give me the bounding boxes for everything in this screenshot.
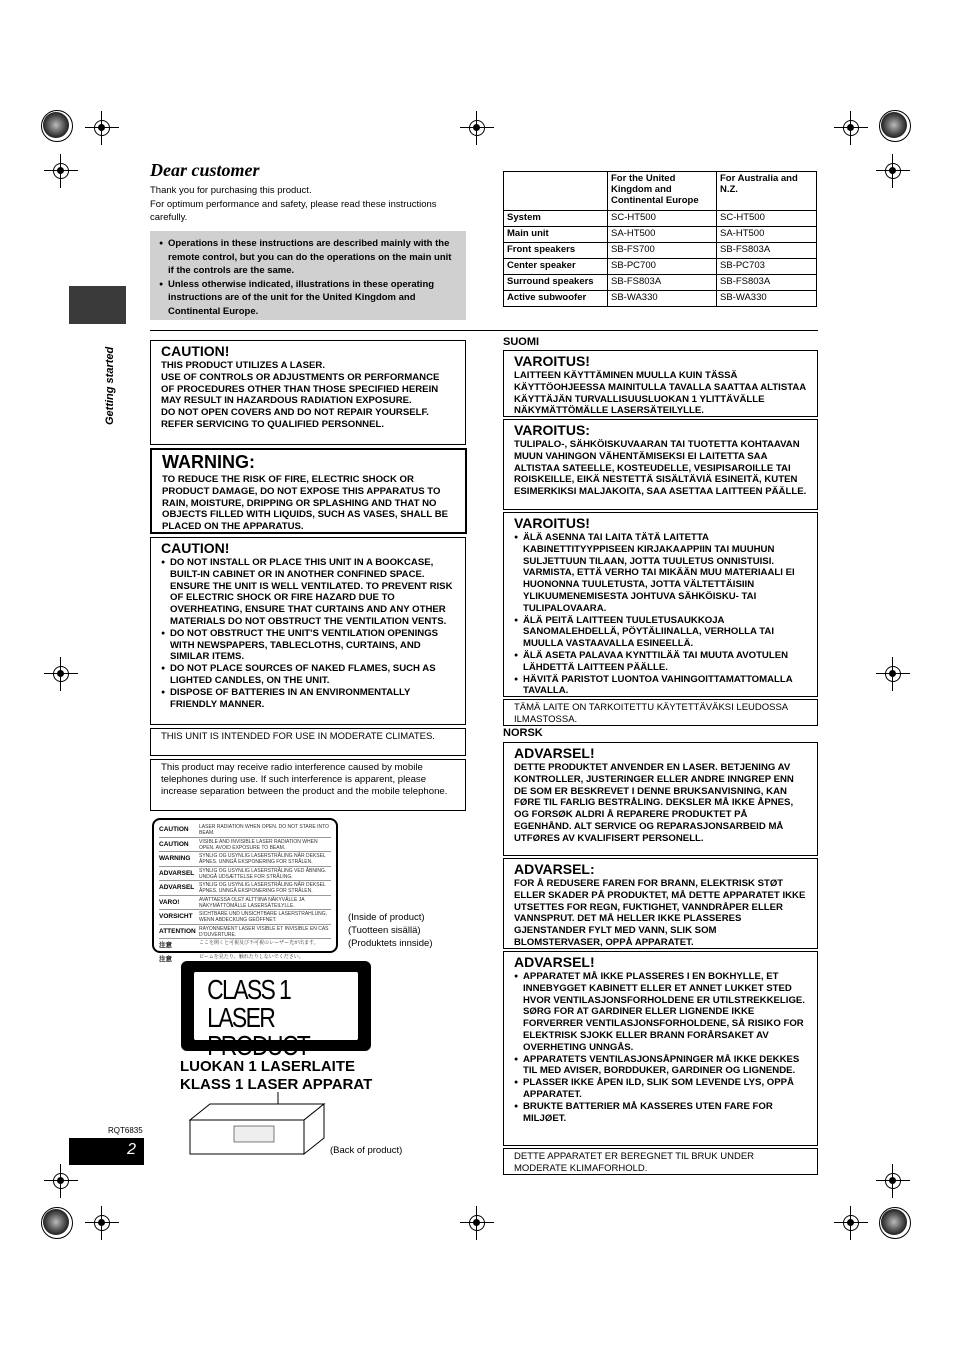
norwegian-climate-note [503,1148,818,1175]
table-row [504,227,817,243]
page-title: Dear customer [150,160,260,180]
caution-text: USE OF CONTROLS OR ADJUSTMENTS OR PERFORMANCE OF PROCEDURES OTHER THAN THOSE SPECIFIED HEREIN MAY RESULT IN HAZARDOUS RADIATION EXPOSURE. [161,371,440,407]
crosshair-mark-icon [460,1206,494,1240]
table-cell: SA-HT500 [717,227,817,243]
table-cell: SA-HT500 [608,227,717,243]
warning-text: LAITTEEN KÄYTTÄMINEN MUULLA KUIN TÄSSÄ KÄYTTÖOHJEESSA MAINITULLA TAVALLA SAATTAA ALTISTAA KÄYTTÄJÄN TURVALLISUUSLUOKAN 1 YLITTÄVÄLLE NÄKYMÄTTÖMÄLLE LASERSÄTEILYLLE. [514,370,806,417]
table-cell: SB-FS803A [717,275,817,291]
label-value: RAYONNEMENT LASER VISIBLE ET INVISIBLE EN CAS D'OUVERTURE. [199,925,329,938]
label-key: ATTENTION [159,927,196,935]
warning-text: TO REDUCE THE RISK OF FIRE, ELECTRIC SHOCK OR PRODUCT DAMAGE, DO NOT EXPOSE THIS APPARATUS TO RAIN, MOISTURE, DRIPPING OR SPLASHING AND THAT NO OBJECTS FILLED WITH LIQUIDS, SUCH AS VASES, SHALL BE PLACED ON THE APPARATUS. [162,474,449,533]
registration-mark-icon [881,112,907,138]
label-value: LASER RADIATION WHEN OPEN. DO NOT STARE INTO BEAM. [199,824,329,836]
warning-item: ● PLASSER IKKE ÅPEN ILD, SLIK SOM LEVENDE LYS, OPPÅ APPARATET. [523,1077,807,1101]
caution-text: THIS PRODUCT UTILIZES A LASER. [161,360,325,371]
interference-note [150,759,466,811]
models-table [503,171,817,307]
intro-text [150,184,470,225]
norwegian-warning-box [503,951,818,1146]
crosshair-mark-icon [44,1164,78,1198]
label-value: SYNLIG OG USYNLIG LASERSTRÅLING NÅR DEKSEL ÅPNES. UNNGÅ EKSPONERING FOR STRÅLEN. [199,882,326,894]
table-row [504,211,817,227]
caution-item: ● DO NOT OBSTRUCT THE UNIT'S VENTILATION OPENINGS WITH NEWSPAPERS, TABLECLOTHS, CURTAINS, AND SIMILAR ITEMS. [170,628,455,663]
divider [150,330,818,331]
norwegian-warning-box [503,858,818,949]
finnish-warning-box [503,512,818,697]
back-caption: (Back of product) [330,1145,403,1156]
caution-item: ● DO NOT PLACE SOURCES OF NAKED FLAMES, SUCH AS LIGHTED CANDLES, ON THE UNIT. [170,663,455,687]
crosshair-mark-icon [460,111,494,145]
table-header-cell: For the United Kingdom and Continental Europe [608,172,717,211]
table-cell: SB-FS700 [608,243,717,259]
table-cell: SC-HT500 [608,211,717,227]
table-cell: System [504,211,608,227]
finnish-climate-note [503,699,818,726]
label-value: ビームを見たり、触れたりしないでください。 [199,953,304,960]
crosshair-mark-icon [85,1206,119,1240]
table-cell: Surround speakers [504,275,608,291]
crosshair-mark-icon [44,154,78,188]
note-item: ● Operations in these instructions are described mainly with the remote control, but you can do the operations on the main unit if the controls are the same. [168,237,458,278]
label-value: SYNLIG OG USYNLIG LASERSTRÅLING VED ÅBNING. UNDGÅ UDSÆTTELSE FOR STRÅLING. [199,867,327,880]
registration-mark-icon [881,1209,907,1235]
label-key: VORSICHT [159,913,193,920]
label-value: VISIBLE AND INVISIBLE LASER RADIATION WHEN OPEN. AVOID EXPOSURE TO BEAM. [199,838,318,851]
table-cell: SB-FS803A [717,243,817,259]
registration-mark-icon [43,1209,69,1235]
notes-box [150,231,466,320]
label-key: ADVARSEL [159,884,195,891]
label-key: ADVARSEL [159,869,195,877]
label-key: CAUTION [159,826,189,833]
note-item: ● Unless otherwise indicated, illustrations in these operating instructions are of the unit for the United Kingdom and Continental Europe. [168,278,458,319]
class1-line: CLASS 1 [207,974,291,1005]
table-cell: Main unit [504,227,608,243]
caption-line: (Produktets innside) [348,938,433,949]
warning-title: ADVARSEL: [514,861,595,877]
warning-item: ● HÄVITÄ PARISTOT LUONTOA VAHINGOITTAMATTOMALLA TAVALLA. [523,674,807,698]
caution-box [150,340,466,445]
caution-text: DO NOT OPEN COVERS AND DO NOT REPAIR YOURSELF. REFER SERVICING TO QUALIFIED PERSONNEL. [161,407,429,430]
warning-text: TULIPALO-, SÄHKÖISKUVAARAN TAI TUOTETTA KOHTAAVAN MUUN VAHINGON VÄHENTÄMISEKSI EI LAITETTA SAA ALTISTAA SATEELLE, KOSTEUDELLE, VESIPISAROILLE TAI ROISKEILLE, EIKÄ NESTETTÄ SISÄLTÄVIÄ ESINEITÄ, KUTEN ESIMERKIKSI MALJAKOITA, SAA ASETTAA LAITTEEN PÄÄLLE. [514,439,807,498]
laser-class-line: KLASS 1 LASER APPARAT [180,1076,373,1093]
warning-item: ● ÄLÄ ASETA PALAVAA KYNTTILÄÄ TAI MUUTA AVOTULEN LÄHDETTÄ LAITTEEN PÄÄLLE. [523,650,807,674]
warning-title: WARNING: [162,452,255,472]
finnish-warning-box [503,419,818,510]
crosshair-mark-icon [85,111,119,145]
warning-title: ADVARSEL! [514,954,595,970]
label-row [159,939,331,953]
crosshair-mark-icon [834,111,868,145]
table-row [504,291,817,307]
crosshair-mark-icon [834,1206,868,1240]
label-key: CAUTION [159,840,189,848]
table-cell: Active subwoofer [504,291,608,307]
interference-text: This product may receive radio interference caused by mobile telephones during use. If such interference is apparent, please increase separation between the product and the mobile telephone. [161,762,448,797]
warning-title: ADVARSEL! [514,745,595,761]
caution-box [150,537,466,725]
label-value: SYNLIG OG USYNLIG LASERSTRÅLING NÅR DEKSEL ÅPNES. UNNGÅ EKSPONERING FOR STRÅLEN. [199,853,326,865]
warning-text: FOR Å REDUSERE FAREN FOR BRANN, ELEKTRISK STØT ELLER SKADER PÅ PRODUKTET, MÅ DETTE APPARATET IKKE UTSETTES FOR REGN, FUKTIGHET, VANNDRÅPER ELLER VANNSPRUT. DET MÅ HELLER IKKE PLASSERES GJENSTANDER FYLT MED VANN, SLIK SOM BLOMSTERVASER, OPPÅ APPARATET. [514,878,806,948]
registration-mark-icon [43,112,69,138]
class1-laser-product-label [181,961,371,1061]
warning-title: VAROITUS: [514,422,590,438]
language-label-norwegian: NORSK [503,727,543,739]
climate-text: TÄMÄ LAITE ON TARKOITETTU KÄYTETTÄVÄKSI LEUDOSSA ILMASTOSSA. [514,702,788,725]
page-number-box [69,1138,144,1165]
label-location-caption [348,911,432,950]
intro-line: For optimum performance and safety, please read these instructions carefully. [150,198,437,223]
finnish-warning-box [503,350,818,417]
crosshair-mark-icon [44,657,78,691]
caution-title: CAUTION! [161,343,230,359]
table-header-cell: For Australia and N.Z. [717,172,817,211]
label-row [159,838,331,853]
label-row [159,881,331,896]
caution-title: CAUTION! [161,540,230,556]
caption-line: (Tuotteen sisällä) [348,925,421,936]
section-side-label: Getting started [104,346,116,425]
label-row [159,823,331,838]
product-back-illustration [186,1092,336,1162]
climate-text: THIS UNIT IS INTENDED FOR USE IN MODERATE CLIMATES. [161,731,435,742]
crosshair-mark-icon [876,1164,910,1198]
table-cell: Front speakers [504,243,608,259]
label-row [159,852,331,867]
table-cell: SB-WA330 [608,291,717,307]
norwegian-warning-box [503,742,818,856]
laser-class-line: LUOKAN 1 LASERLAITE [180,1058,356,1075]
class1-label-text [194,972,358,1061]
table-header-cell [504,172,608,211]
table-header-row [504,172,817,211]
label-row [159,896,331,911]
label-row [159,910,331,925]
warning-item: ● APPARATETS VENTILASJONSÅPNINGER MÅ IKKE DEKKES TIL MED AVISER, BORDDUKER, GARDINER OG LIGNENDE. [523,1054,807,1078]
caution-item: ● DO NOT INSTALL OR PLACE THIS UNIT IN A BOOKCASE, BUILT-IN CABINET OR IN ANOTHER CONFINED SPACE. ENSURE THE UNIT IS WELL VENTILATED. TO PREVENT RISK OF ELECTRIC SHOCK OR FIRE HAZARD DUE TO OVERHEATING, ENSURE THAT CURTAINS AND ANY OTHER MATERIALS DO NOT OBSTRUCT THE VENTILATION VENTS. [170,557,455,628]
language-label-finnish: SUOMI [503,336,540,348]
intro-line: Thank you for purchasing this product. [150,185,312,196]
table-cell: SC-HT500 [717,211,817,227]
climate-note [150,728,466,756]
crosshair-mark-icon [876,657,910,691]
label-value: AVATTAESSA OLET ALTTIINA NÄKYVÄLLE JA NÄKYMÄTTÖMÄLLE LASERSÄTEILYLLE. [199,896,305,909]
table-cell: Center speaker [504,259,608,275]
laser-class-label [180,1058,372,1094]
warning-item: ● BRUKTE BATTERIER MÅ KASSERES UTEN FARE FOR MILJØET. [523,1101,807,1125]
label-value: ここを開くと可視及び不可視のレーザー光が出ます。 [199,940,319,946]
label-key: 注意 [159,955,172,963]
label-key: WARNING [159,855,191,862]
caution-item: ● DISPOSE OF BATTERIES IN AN ENVIRONMENTALLY FRIENDLY MANNER. [170,687,455,711]
label-row [159,925,331,940]
table-cell: SB-PC700 [608,259,717,275]
section-tab [69,286,126,324]
warning-item: ● ÄLÄ ASENNA TAI LAITA TÄTÄ LAITETTA KABINETTITYYPPISEEN KIRJAKAAPPIIN TAI MUUHUN SULJETTUUN TILAAN, JOTTA TUULETUS ONNISTUISI. VARMISTA, ETTÄ VERHO TAI MIKÄÄN MUU MATERIAALI EI HUONONNA TUULETUSTA, JOTTA VÄLTETTÄISIIN YLIKUUMENEMISESTA JOHTUVA SÄHKÖISKU- TAI TULIPALOVAARA. [523,532,807,615]
table-cell: SB-WA330 [717,291,817,307]
table-row [504,243,817,259]
laser-warning-label [152,818,338,963]
table-row [504,275,817,291]
warning-box [150,448,467,534]
climate-text: DETTE APPARATET ER BEREGNET TIL BRUK UNDER MODERATE KLIMAFORHOLD. [514,1151,755,1174]
label-value: SICHTBARE UND UNSICHTBARE LASERSTRAHLUNG, WENN ABDECKUNG GEÖFFNET. [199,911,328,923]
table-cell: SB-PC703 [717,259,817,275]
warning-item: ● APPARATET MÅ IKKE PLASSERES I EN BOKHYLLE, ET INNEBYGGET KABINETT ELLER ET ANNET LUKKET STED HVOR VENTILASJONSFORHOLDENE ER UTILSTREKKELIGE. SØRG FOR AT GARDINER ELLER LIGNENDE IKKE FORVERRER VENTILASJONSFORHOLDENE, SÅ RISIKO FOR ELEKTRISK SJOKK ELLER BRANN FORÅRSAKET AV OVERHETING UNNGÅS. [523,971,807,1054]
caption-line: (Inside of product) [348,912,425,923]
class1-line: LASER PRODUCT [207,1002,310,1061]
label-key: VARO! [159,898,180,906]
label-key: 注意 [159,942,172,949]
crosshair-mark-icon [876,154,910,188]
document-code: RQT6835 [108,1126,143,1135]
table-row [504,259,817,275]
table-cell: SB-FS803A [608,275,717,291]
label-row [159,867,331,882]
warning-item: ● ÄLÄ PEITÄ LAITTEEN TUULETUSAUKKOJA SANOMALEHDELLÄ, PÖYTÄLIINALLA, VERHOLLA TAI MUULLA VASTAAVALLA ESINEELLÄ. [523,615,807,650]
warning-title: VAROITUS! [514,515,590,531]
page-number: 2 [127,1141,136,1158]
warning-title: VAROITUS! [514,353,590,369]
warning-text: DETTE PRODUKTET ANVENDER EN LASER. BETJENING AV KONTROLLER, JUSTERINGER ELLER ANDRE INNGREP ENN DE SOM ER BESKREVET I DENNE BRUKSANVISNING, KAN FØRE TIL FARLIG BESTRÅLING. DEKSLER MÅ IKKE ÅPNES, OG FORSØK ALDRI Å REPARERE PRODUKTET PÅ EGENHÅND. ALT SERVICE OG REPARASJONSARBEID MÅ UTFØRES AV KVALIFISERT PERSONELL. [514,762,794,844]
